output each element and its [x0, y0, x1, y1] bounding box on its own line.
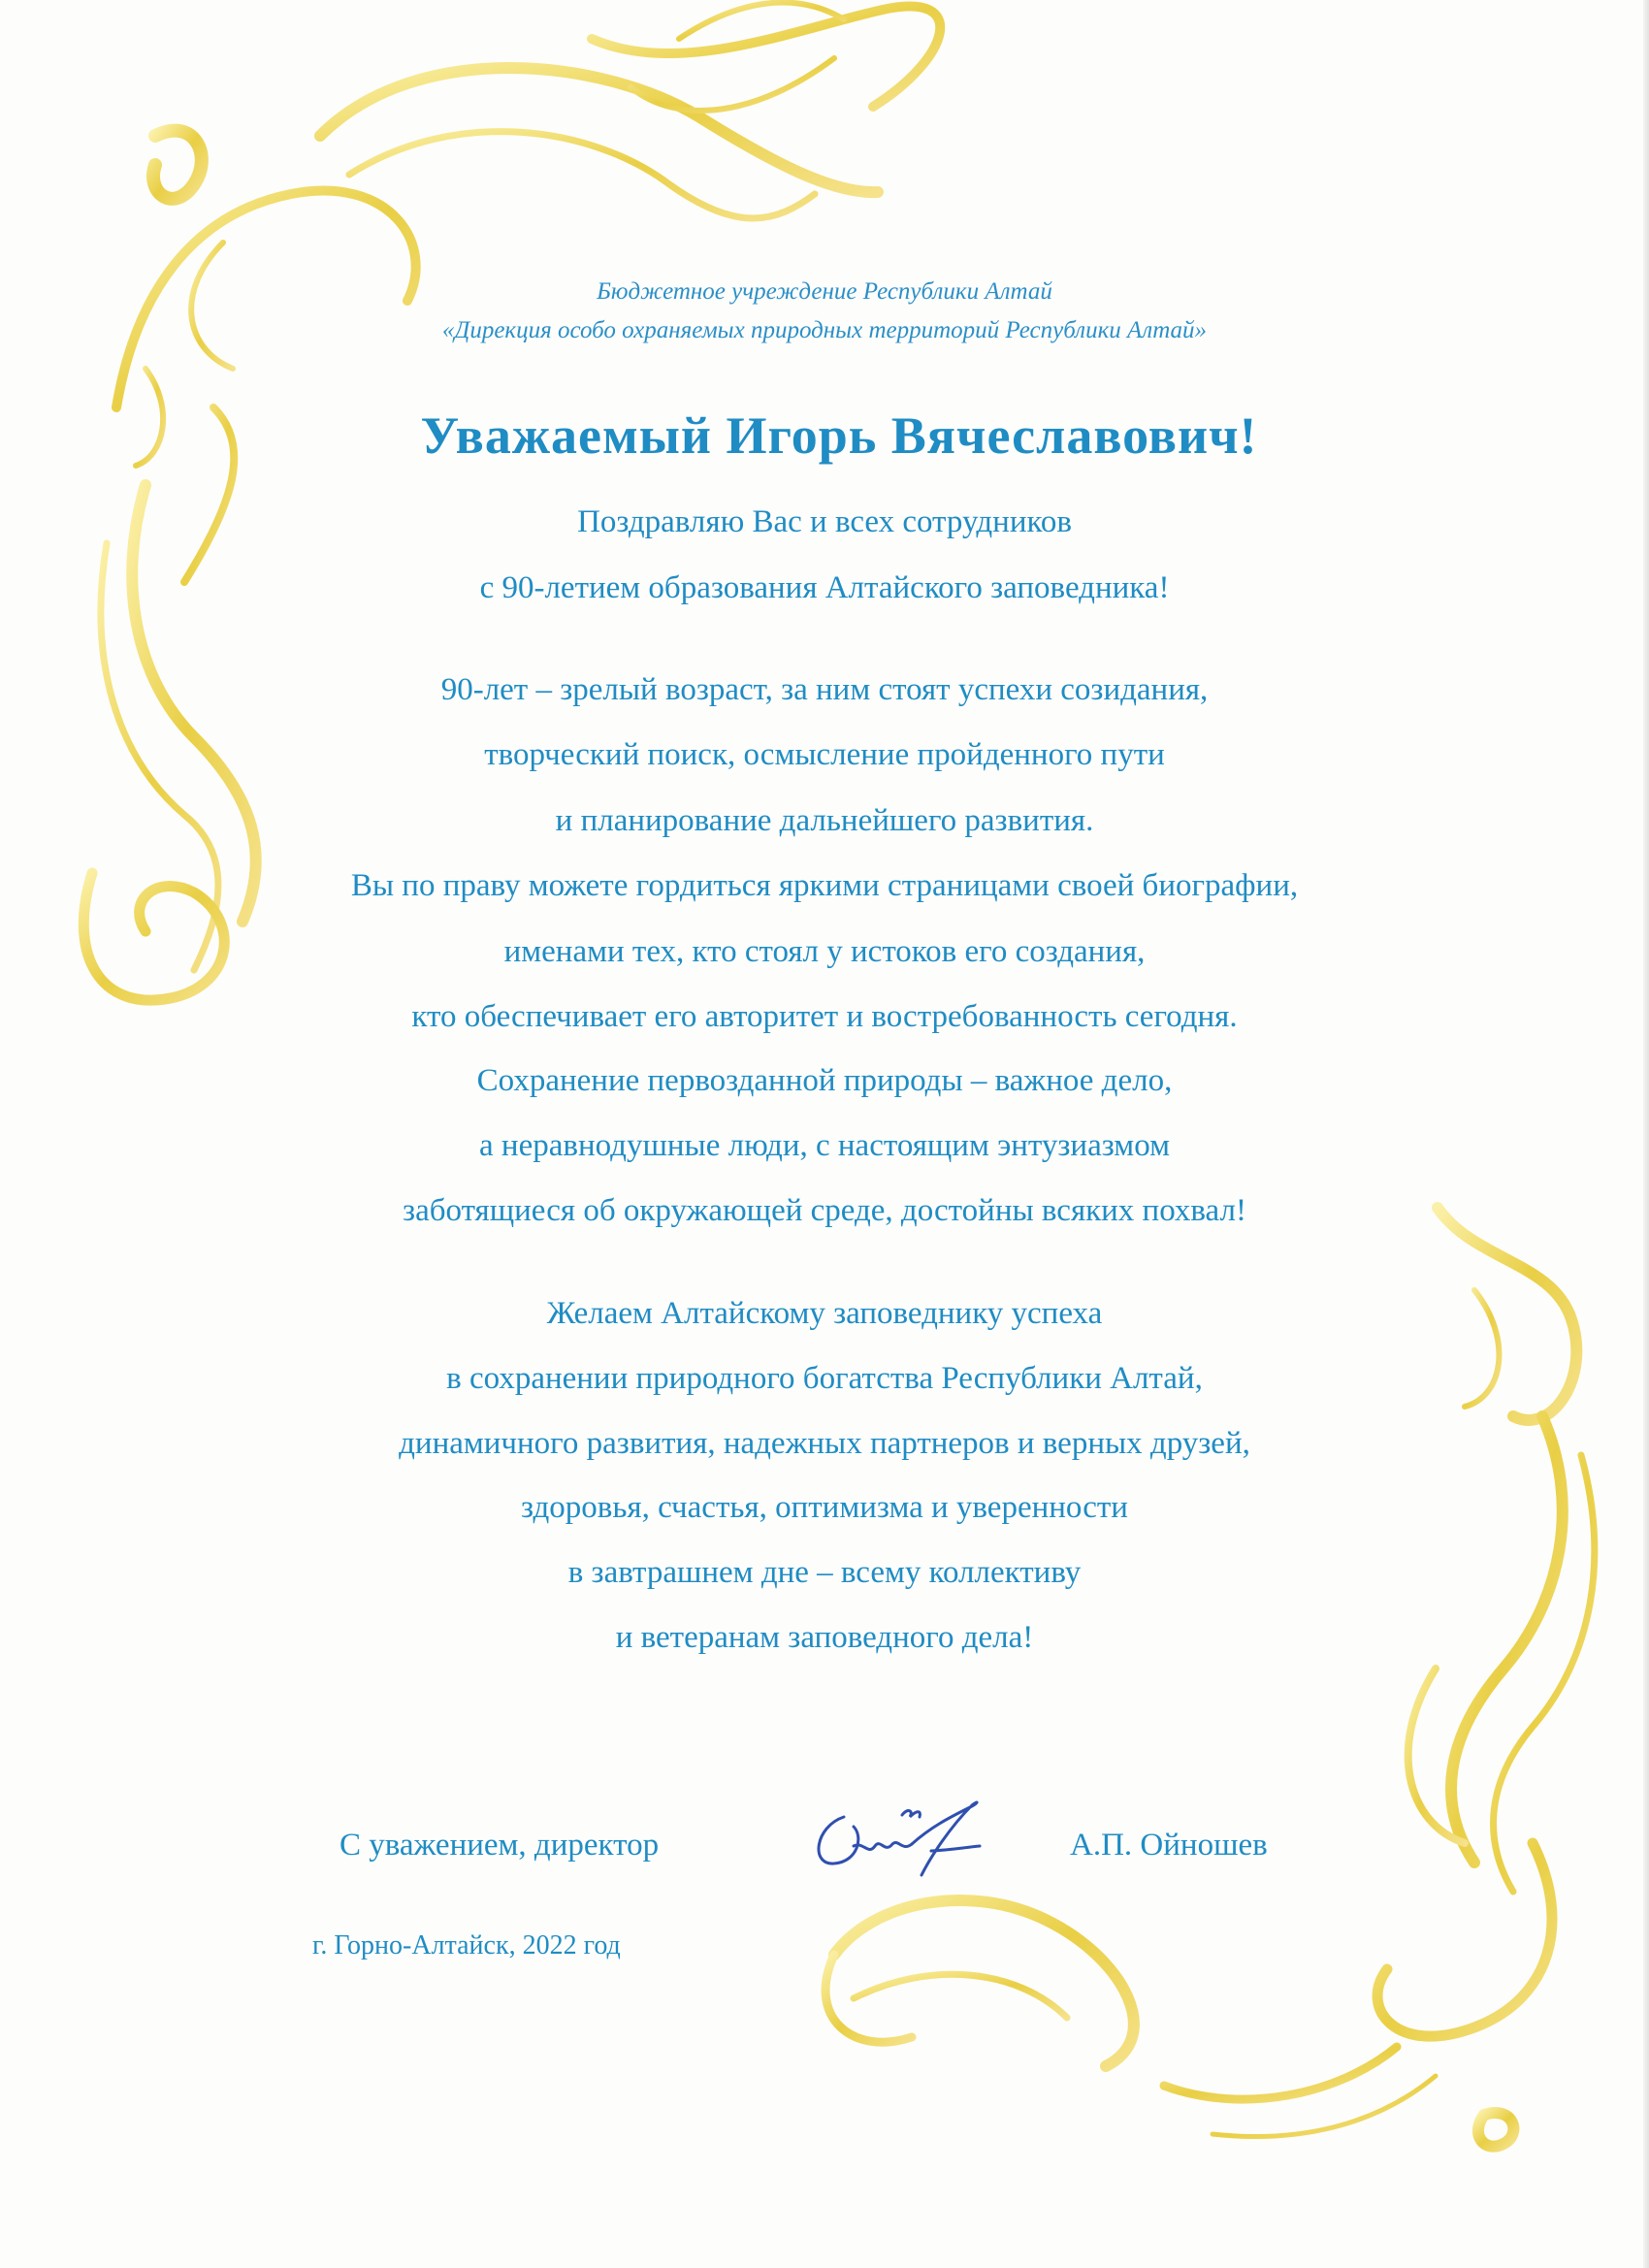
text-line: творческий поиск, осмысление пройденного пути — [484, 737, 1165, 772]
organization-line-1: Бюджетное учреждение Республики Алтай — [597, 278, 1052, 305]
text-line: кто обеспечивает его авторитет и востребованность сегодня. — [411, 999, 1238, 1034]
text-line: Поздравляю Вас и всех сотрудников — [577, 504, 1072, 539]
text-line: 90-лет – зрелый возраст, за ним стоят успехи созидания, — [440, 672, 1209, 707]
text-line: заботящиеся об окружающей среде, достойны всяких похвал! — [403, 1193, 1246, 1228]
text-line: Желаем Алтайскому заповеднику успеха — [546, 1296, 1103, 1331]
signatory-name: А.П. Ойношев — [1070, 1828, 1268, 1863]
closing-text: С уважением, директор — [340, 1828, 660, 1863]
text-line: а неравнодушные люди, с настоящим энтузиазмом — [479, 1128, 1170, 1163]
greeting-heading: Уважаемый Игорь Вячеславович! — [420, 406, 1258, 465]
handwritten-signature — [805, 1788, 1038, 1895]
text-line: именами тех, кто стоял у истоков его создания, — [503, 934, 1146, 969]
text-line: и планирование дальнейшего развития. — [555, 803, 1094, 838]
text-line: с 90-летием образования Алтайского заповедника! — [479, 570, 1170, 605]
text-line: здоровья, счастья, оптимизма и уверенности — [521, 1490, 1128, 1525]
text-line: и ветеранам заповедного дела! — [615, 1620, 1034, 1655]
text-line: Сохранение первозданной природы – важное дело, — [476, 1063, 1173, 1098]
text-line: в завтрашнем дне – всему коллективу — [567, 1555, 1082, 1590]
text-line: в сохранении природного богатства Республики Алтай, — [446, 1361, 1203, 1396]
text-line: Вы по праву можете гордиться яркими страницами своей биографии, — [350, 868, 1299, 903]
place-date: г. Горно-Алтайск, 2022 год — [312, 1930, 621, 1960]
organization-line-2: «Дирекция особо охраняемых природных территорий Республики Алтай» — [441, 317, 1208, 343]
text-line: динамичного развития, надежных партнеров и верных друзей, — [399, 1426, 1250, 1461]
